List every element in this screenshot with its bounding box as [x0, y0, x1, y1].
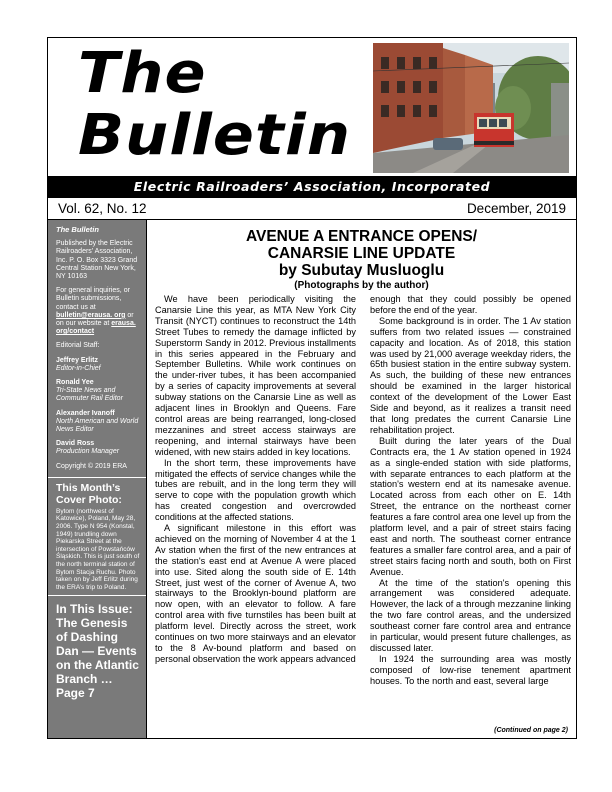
- paragraph: In 1924 the surrounding area was mostly composed of low-rise tenement apartment houses. To the north and east, several large: [370, 653, 571, 686]
- main-article: [146, 220, 576, 738]
- staff-name: Ronald Yee: [56, 379, 94, 387]
- paragraph: In the short term, these improvements have mitigated the effects of service changes while the tubes are rebuilt, and in the long term they will serve to cope with the population growth which has created congestion and overcrowded conditions at the affected stations.: [155, 457, 356, 523]
- contact-info: [56, 287, 140, 336]
- photo-credit: (Photographs by the author): [294, 280, 429, 291]
- staff-member: [56, 440, 140, 456]
- cover-photo: [373, 43, 569, 173]
- publisher-address: Published by the Electric Railroaders’ Association, Inc. P. O. Box 3323 Grand Central Station New York, NY 10163: [56, 240, 138, 281]
- staff-role: North American and World News Editor: [56, 417, 139, 434]
- in-this-issue: In This Issue: The Genesis of Dashing Dan — Events on the Atlantic Branch …Page 7: [48, 595, 146, 700]
- cover-photo-text: Bytom (northwest of Katowice), Poland, May 28, 2006. Type N 954 (Konstal, 1949) trundling down Piekarska Street at the intersection of Powstańców Śląskich. This is just south of the north terminal station of Bytom Stacja Ruchu. Photo taken on by Jeff Erlitz during the ERA’s trip to Poland.: [56, 507, 140, 591]
- contact-intro: For general inquiries, or Bulletin submissions, contact us at: [56, 287, 130, 311]
- staff-role: Tri-State News and Commuter Rail Editor: [56, 387, 123, 403]
- paragraph: A significant milestone in this effort was achieved on the morning of November 4 at the 1 Av station when the first of the new entrances at the station's east end at Avenue A were placed into use. Sited along the south side of E. 14th Street, just west of the corner of Avenue A, two stairways to the Brooklyn-bound platform are now open, with an elevator to follow. A fare control area with five turnstiles has been built at platform level. Directly across the street, work continues on two more stairways and an elevator to the 8 Av-bound platform and based on personal observation the work appears advanced: [155, 523, 356, 664]
- headline-line1: AVENUE A ENTRANCE OPENS/: [245, 228, 478, 245]
- masthead-title-line1: The: [78, 41, 207, 106]
- cover-photo-caption: [48, 477, 146, 596]
- masthead-title: [78, 41, 368, 174]
- newsletter-page: [47, 37, 577, 739]
- staff-member: [56, 379, 140, 404]
- association-banner: Electric Railroaders’ Association, Incorporated: [48, 176, 576, 198]
- issue-date: December, 2019: [466, 201, 566, 216]
- staff-label: Editorial Staff:: [56, 342, 100, 350]
- sidebar: [48, 220, 146, 738]
- masthead-title-line2: Bulletin: [78, 103, 351, 168]
- cover-photo-heading: This Month’s Cover Photo:: [56, 481, 122, 506]
- copyright: Copyright © 2019 ERA: [56, 462, 127, 470]
- staff-role: Production Manager: [56, 448, 120, 456]
- paragraph: enough that they could possibly be opened before the end of the year.: [370, 294, 571, 315]
- article-headline: [147, 228, 576, 262]
- website-link[interactable]: erausa. org/contact: [56, 320, 136, 336]
- article-column-1: [155, 294, 356, 665]
- email-link[interactable]: bulletin@erausa. org: [56, 311, 126, 319]
- headline-line2: CANARSIE LINE UPDATE: [267, 245, 456, 262]
- paragraph: Built during the later years of the Dual Contracts era, the 1 Av station opened in 1924 as a single-ended station with side platforms, with separate entrances to each platform at the station's western end at its namesake avenue. Located across from each other on E. 14th Street, the entrance on the northeast corner features a fare control area one level up from the platform level, and a pair of street stairs facing east and north. The southeast corner entrance features a smaller fare control area, and a pair of street stairs facing north and south, both on First Avenue.: [370, 435, 571, 577]
- staff-role: Editor-in-Chief: [56, 364, 101, 372]
- continued-note[interactable]: (Continued on page 2): [494, 727, 568, 734]
- paragraph: At the time of the station's opening this arrangement was considered adequate. However, the lack of a through mezzanine linking the two fare control areas, and the undersized southeast corner fare control area and entrance in particular, would present future challenges, as discussed later.: [370, 577, 571, 653]
- staff-name: Jeffrey Erlitz: [56, 356, 99, 364]
- staff-member: [56, 357, 140, 373]
- paragraph: We have been periodically visiting the Canarsie Line this year, as MTA New York City Transit (NYCT) continues to reconstruct the 14th Street Tubes to remedy the damage inflicted by Superstorm Sandy in 2012. Previous installments in this series appeared in the February and September Bulletins. While work continues on the under-river tubes, it has been accompanied by a series of capacity improvements at several subway stations on the Canarsie Line as well as adjacent lines in Brooklyn and Queens. Fare control areas are being rearranged, long-closed mezzanines and street access stairways are reopening, and internal stairways have been widened, with new stairs added in key locations.: [155, 294, 356, 457]
- volume-number: Vol. 62, No. 12: [58, 201, 147, 216]
- staff-name: Alexander Ivanoff: [56, 409, 115, 417]
- bottom-rule: [48, 738, 576, 739]
- staff-member: [56, 410, 140, 435]
- paragraph: Some background is in order. The 1 Av station suffers from two related issues — constrained capacity and location. As of 2018, this station was used by 21,000 average weekday riders, the 65th busiest station in the entire subway system. As such, the building of these new entrances should be examined in the larger historical context of the development of the Lower East Side and beyond, as it realizes a transit need that long predates the current Canarsie Line rehabilitation project.: [370, 315, 571, 435]
- website-intro: or on our website at: [56, 311, 134, 328]
- article-byline: by Subutay Musluoglu: [278, 262, 445, 279]
- issue-line: [56, 200, 568, 218]
- staff-name: David Ross: [56, 440, 95, 448]
- sidebar-title: The Bulletin: [56, 225, 99, 234]
- article-column-2: [370, 294, 571, 687]
